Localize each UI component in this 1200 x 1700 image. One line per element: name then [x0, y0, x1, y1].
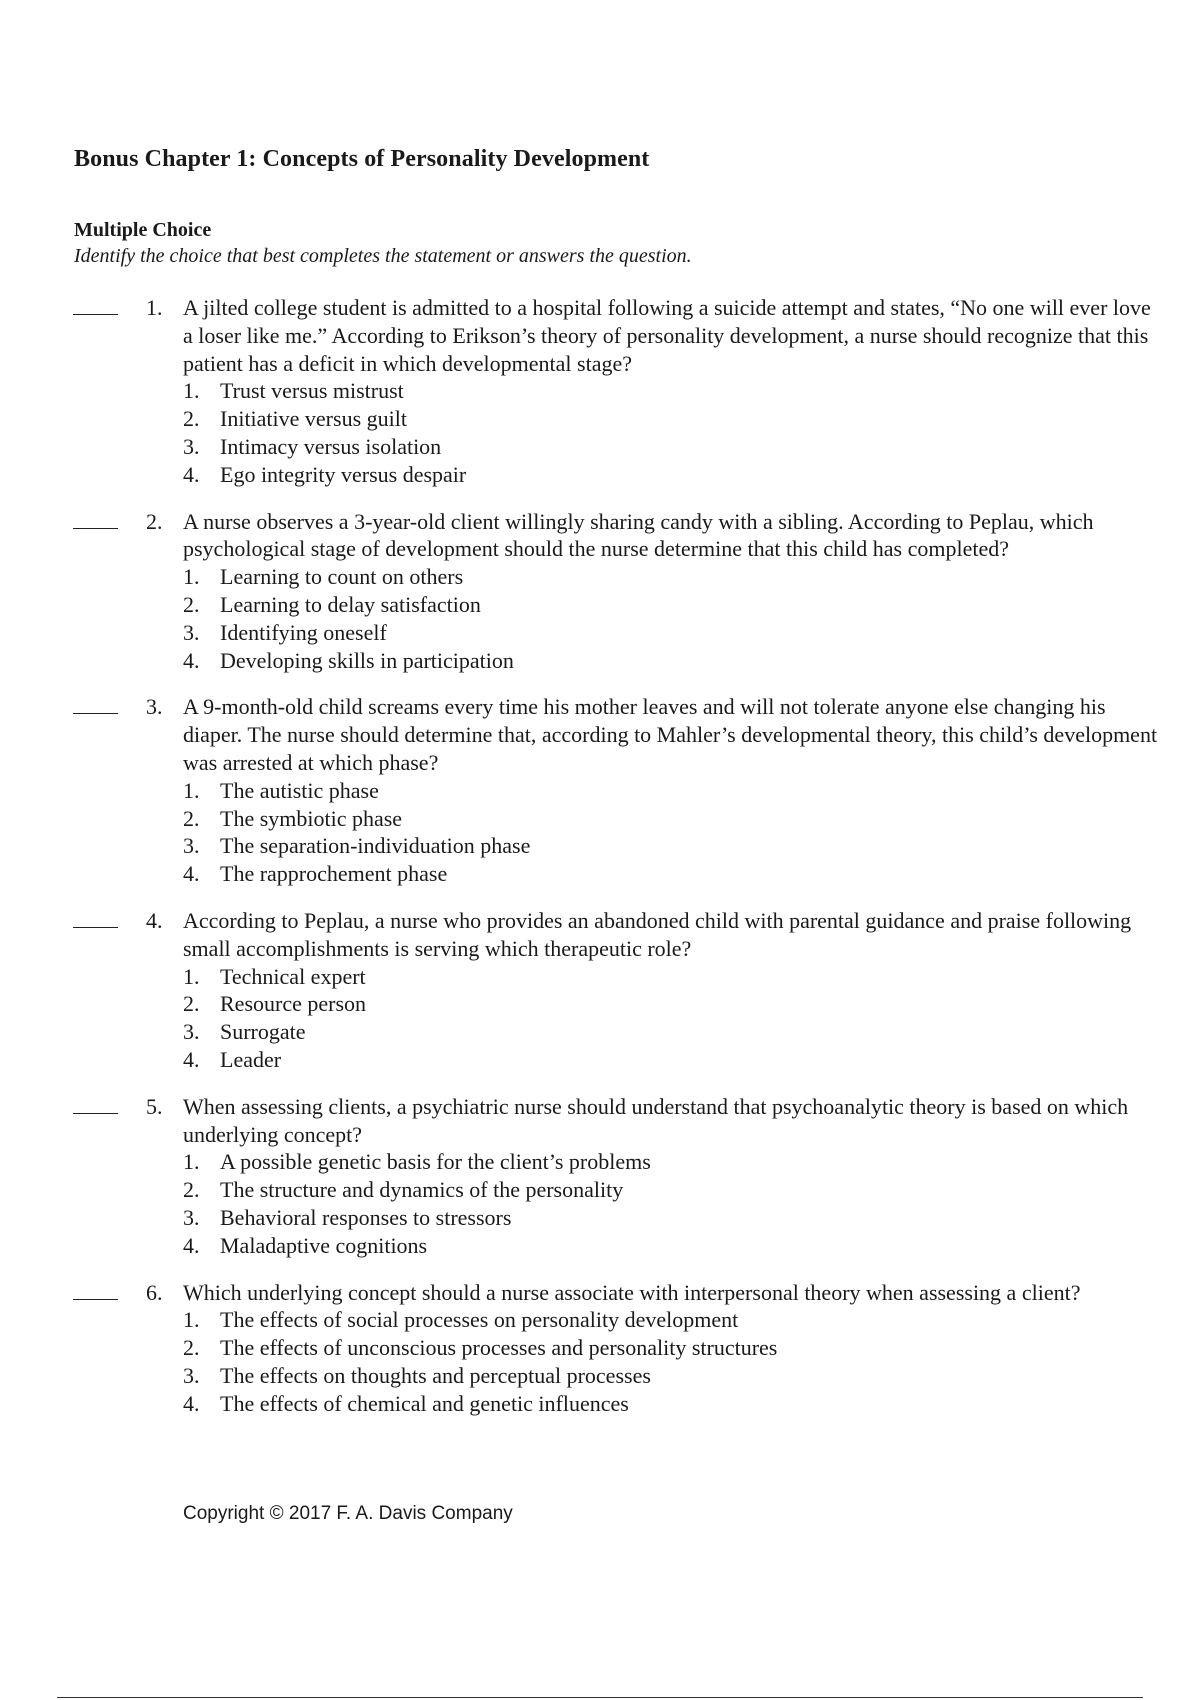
choice-list — [183, 1148, 1200, 1259]
answer-blank[interactable] — [73, 1273, 118, 1300]
choice-item[interactable] — [183, 805, 1200, 833]
choice-number: 3. — [183, 1019, 200, 1045]
choice-text: Technical expert — [220, 963, 366, 989]
choice-text: Resource person — [220, 991, 367, 1017]
choice-list — [183, 377, 1200, 488]
question-2 — [0, 508, 1200, 675]
question-stem: A 9-month-old child screams every time his mother leaves and will not tolerate anyone else changing his diaper. The nurse should determine that, according to Mahler’s developmental theory, this child’s development was arrested at which phase? — [183, 694, 1158, 775]
choice-item[interactable] — [183, 1046, 1200, 1074]
choice-number: 3. — [183, 1362, 200, 1388]
question-number: 2. — [146, 508, 163, 534]
choice-text: The rapprochement phase — [220, 861, 448, 887]
question-list — [0, 294, 1200, 1436]
choice-number: 3. — [183, 833, 200, 859]
question-number: 4. — [146, 907, 163, 933]
choice-text: Identifying oneself — [220, 619, 387, 645]
page-title: Bonus Chapter 1: Concepts of Personality Development — [74, 146, 650, 172]
choice-item[interactable] — [183, 405, 1200, 433]
choice-text: Ego integrity versus despair — [220, 461, 467, 487]
choice-number: 4. — [183, 1390, 200, 1416]
choice-text: Maladaptive cognitions — [220, 1232, 428, 1258]
question-number: 5. — [146, 1093, 163, 1119]
choice-text: Learning to delay satisfaction — [220, 591, 481, 617]
choice-item[interactable] — [183, 591, 1200, 619]
question-stem: A jilted college student is admitted to a hospital following a suicide attempt and states, “No one will ever love a loser like me.” According to Erikson’s theory of personality development, a nurse should recognize that this patient has a deficit in which developmental stage? — [183, 295, 1151, 376]
question-stem: According to Peplau, a nurse who provides an abandoned child with parental guidance and praise following small accomplishments is serving which therapeutic role? — [183, 907, 1132, 961]
choice-text: Surrogate — [220, 1019, 306, 1045]
answer-blank[interactable] — [73, 1087, 118, 1114]
choice-number: 2. — [183, 1177, 200, 1203]
choice-item[interactable] — [183, 1232, 1200, 1260]
choice-text: The effects of chemical and genetic influences — [220, 1390, 629, 1416]
choice-list — [183, 963, 1200, 1074]
choice-number: 2. — [183, 591, 200, 617]
question-stem: When assessing clients, a psychiatric nurse should understand that psychoanalytic theory is based on which underlying concept? — [183, 1093, 1129, 1147]
answer-blank[interactable] — [73, 901, 118, 928]
instructions: Identify the choice that best completes the statement or answers the question. — [74, 245, 692, 267]
question-6 — [0, 1279, 1200, 1418]
section-heading: Multiple Choice — [74, 219, 212, 241]
answer-blank[interactable] — [73, 502, 118, 529]
choice-number: 2. — [183, 991, 200, 1017]
footer-divider — [57, 1697, 1143, 1698]
choice-item[interactable] — [183, 461, 1200, 489]
answer-blank[interactable] — [73, 687, 118, 714]
choice-text: Behavioral responses to stressors — [220, 1204, 512, 1230]
choice-number: 3. — [183, 1204, 200, 1230]
choice-text: The separation-individuation phase — [220, 833, 531, 859]
choice-number: 1. — [183, 1307, 200, 1333]
choice-item[interactable] — [183, 1176, 1200, 1204]
choice-text: A possible genetic basis for the client’s problems — [220, 1149, 651, 1175]
choice-item[interactable] — [183, 563, 1200, 591]
choice-text: Learning to count on others — [220, 564, 464, 590]
choice-text: Initiative versus guilt — [220, 406, 407, 432]
choice-list — [183, 1306, 1200, 1417]
choice-item[interactable] — [183, 777, 1200, 805]
choice-number: 3. — [183, 433, 200, 459]
choice-item[interactable] — [183, 1148, 1200, 1176]
choice-number: 4. — [183, 861, 200, 887]
choice-text: The autistic phase — [220, 777, 379, 803]
answer-blank[interactable] — [73, 288, 118, 315]
question-stem: Which underlying concept should a nurse associate with interpersonal theory when assessing a client? — [183, 1279, 1081, 1305]
question-number: 6. — [146, 1279, 163, 1305]
choice-item[interactable] — [183, 619, 1200, 647]
choice-text: Leader — [220, 1046, 282, 1072]
choice-text: The symbiotic phase — [220, 805, 403, 831]
choice-item[interactable] — [183, 860, 1200, 888]
choice-number: 4. — [183, 1232, 200, 1258]
choice-number: 1. — [183, 963, 200, 989]
copyright-notice: Copyright © 2017 F. A. Davis Company — [183, 1503, 513, 1524]
choice-list — [183, 777, 1200, 888]
choice-item[interactable] — [183, 1306, 1200, 1334]
choice-list — [183, 563, 1200, 674]
question-number: 1. — [146, 295, 163, 320]
choice-text: The effects of social processes on personality development — [220, 1307, 739, 1333]
choice-item[interactable] — [183, 832, 1200, 860]
choice-number: 4. — [183, 647, 200, 673]
choice-number: 3. — [183, 619, 200, 645]
choice-item[interactable] — [183, 433, 1200, 461]
choice-item[interactable] — [183, 963, 1200, 991]
question-1 — [0, 294, 1200, 489]
choice-item[interactable] — [183, 1390, 1200, 1418]
question-5 — [0, 1093, 1200, 1260]
choice-number: 4. — [183, 1046, 200, 1072]
choice-text: The structure and dynamics of the personality — [220, 1177, 624, 1203]
question-number: 3. — [146, 694, 163, 720]
choice-number: 2. — [183, 1335, 200, 1361]
choice-number: 1. — [183, 378, 200, 404]
question-stem: A nurse observes a 3-year-old client willingly sharing candy with a sibling. According to Peplau, which psychological stage of development should the nurse determine that this child has completed? — [183, 508, 1094, 562]
choice-number: 1. — [183, 777, 200, 803]
choice-number: 1. — [183, 564, 200, 590]
choice-number: 4. — [183, 461, 200, 487]
choice-item[interactable] — [183, 647, 1200, 675]
choice-text: Developing skills in participation — [220, 647, 514, 673]
choice-number: 2. — [183, 406, 200, 432]
choice-item[interactable] — [183, 377, 1200, 405]
choice-text: Intimacy versus isolation — [220, 433, 442, 459]
choice-number: 1. — [183, 1149, 200, 1175]
choice-text: Trust versus mistrust — [220, 378, 404, 404]
question-4 — [0, 907, 1200, 1074]
choice-item[interactable] — [183, 1362, 1200, 1390]
choice-item[interactable] — [183, 1334, 1200, 1362]
question-3 — [0, 693, 1200, 888]
choice-item[interactable] — [183, 1204, 1200, 1232]
choice-text: The effects of unconscious processes and personality structures — [220, 1335, 778, 1361]
choice-item[interactable] — [183, 990, 1200, 1018]
choice-item[interactable] — [183, 1018, 1200, 1046]
choice-text: The effects on thoughts and perceptual processes — [220, 1362, 651, 1388]
choice-number: 2. — [183, 805, 200, 831]
